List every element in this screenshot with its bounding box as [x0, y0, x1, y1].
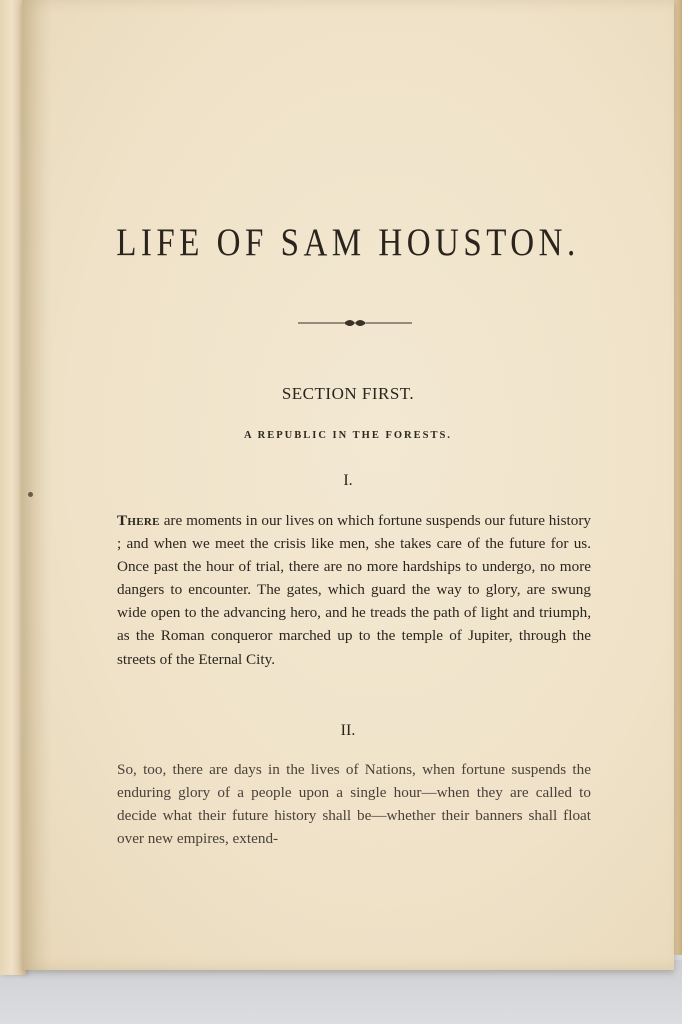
section-subtitle: A REPUBLIC IN THE FORESTS. [244, 430, 452, 441]
section-heading: SECTION FIRST. [281, 384, 415, 403]
paragraph-1-lead-word: There [117, 512, 160, 529]
paragraph-1-text: are moments in our lives on which fortune suspends our future history ; and when we meet the crisis like men, she takes care of the future for us. Once past the hour of trial, there are no more hardships to undergo, no more dangers to encounter. The gates, which guard the way to glory, are swung wide open to the advancing hero, and he treads the path of light and triumph, as the Roman conqueror marched up to the temple of Jupiter, through the streets of the Eternal City. [117, 512, 591, 668]
part-numeral-2: II. [340, 722, 356, 739]
paper-speck [28, 492, 33, 497]
paragraph-1 [117, 509, 591, 671]
part-numeral-1: I. [343, 472, 353, 489]
ornamental-rule-icon [298, 314, 412, 332]
paragraph-2 [117, 758, 591, 850]
book-title: LIFE OF SAM HOUSTON. [116, 222, 580, 265]
paragraph-2-text: So, too, there are days in the lives of Nations, when fortune suspends the enduring glory of a people upon a single hour—when they are called to decide what their future history shall be—whether their banners shall float over new empires, extend- [117, 761, 591, 848]
